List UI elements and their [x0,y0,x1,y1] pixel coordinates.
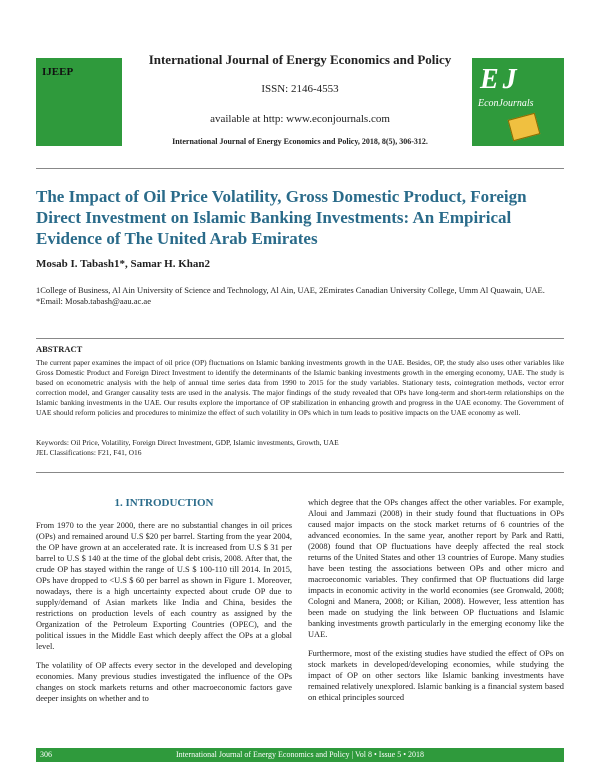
availability-link[interactable]: available at http: www.econjournals.com [210,113,390,125]
journal-logo-text: IJEEP [42,66,74,78]
issn: ISSN: 2146-4553 [261,83,339,95]
keywords-block [36,438,564,458]
footer-text: International Journal of Energy Economics and Policy | Vol 8 • Issue 5 • 2018 [175,750,425,759]
affiliation: 1College of Business, Al Ain University of Science and Technology, Al Ain, UAE, 2Emirates Canadian University College, Umm Al Quawain, UAE. *Email: Mosab.tabash@aau.ac.ae [36,285,545,306]
header-divider [36,168,564,169]
journal-header [140,52,460,146]
abstract-divider-top [36,338,564,339]
abstract-divider-bottom [36,472,564,473]
paragraph: Furthermore, most of the existing studies have studied the effect of OPs on stock markets in developed/developing economies, while studying the impact of OP on other sectors like Islamic banking investments have remained relatively unexplored. Islamic banking is a financial system based on ethical principles sourced [308,649,564,702]
jel-classifications: JEL Classifications: F21, F41, O16 [36,448,142,457]
right-column [308,497,564,711]
journal-title: International Journal of Energy Economics and Policy [148,52,452,67]
authors: Mosab I. Tabash1*, Samar H. Khan2 [36,258,211,270]
ej-logo-text: EJ [480,64,521,95]
citation: International Journal of Energy Economics and Policy, 2018, 8(5), 306-312. [172,137,428,146]
journal-cover-logo [36,58,122,146]
paragraph: From 1970 to the year 2000, there are no substantial changes in oil prices (OPs) and remained around U.S $20 per barrel. Starting from the year 2004, the OP have grown at an accelerated rate. It is increased from U.S $ 31 per barrel to U.S $ 140 at the time of the global debt crisis, 2008. After that, the crude OP has stayed within the range of U.S $ 100-110 till 2014. In 2015, OPs have dropped to <U.S $ 60 per barrel as shown in Figure 1. Moreover, nowadays, there is a high uncertainty expected about crude OP due to supply/demand of Asian markets like India and China, besides the restrictions on production levels of each country as assigned by the Organization of the Petroleum Exporting Countries (OPEC), and the political issues in the Middle East which deeply affect the OPs at a global level. [36,521,292,651]
page-footer [36,748,564,762]
article-title: The Impact of Oil Price Volatility, Gross Domestic Product, Foreign Direct Investment on Islamic Banking Investments: An Empirical Evidence of The United Arab Emirates [36,187,527,248]
paragraph: The volatility of OP affects every sector in the developed and developing economies. Many previous studies investigated the influence of the OPs changes on stock markets returns and other macroeconomic factors gave deeper insights on whether and to [36,661,292,703]
book-icon [508,113,541,141]
econjournals-logo [472,58,564,146]
econjournals-brand: EconJournals [478,98,534,109]
left-column [36,520,292,712]
paragraph: which degree that the OPs changes affect the other variables. For example, Aloui and Jammazi (2008) in their study found that fluctuations in OPs caused major impacts on the stock market returns of 6 countries of the advanced economies. In the same year, another report by Park and Ratti, (2008) found that OP fluctuations have deeply affected the real stock returns of the United States and other 13 countries of Europe. Many studies have been testing the associations between OPs and other micro and macroeconomic variables. They confirmed that OP fluctuations did large impacts in economic activity in the world economies (see Gronwald, 2008; Cologni and Manera, 2008; or Kilian, 2008). However, less attention has been made on studying the link between OP fluctuations and Islamic banking investments growth particularly in the emerging economy like the UAE. [308,498,564,639]
section-heading: 1. INTRODUCTION [114,497,214,509]
abstract-text: The current paper examines the impact of oil price (OP) fluctuations on Islamic banking investments growth in the UAE. Besides, OP, the study also uses other variables like Gross Domestic Product and Foreign Direct Investment to identify the determinants of the Islamic banking investments growth in the emerging economy, UAE. The study is based on econometric analysis with the help of annual time series data from 1990 to 2015 for the study variables. Stationary tests, cointegration methods, vector error correction model, and Granger causality tests are used in the analysis. The major findings of the study revealed that OPs have long-term and short-term relationships on the Islamic banking investments in the UAE. Our results explore the importance of OP stabilization in enhancing growth and progress in the UAE economy. The Government of UAE should reform policies and procedures to minimize the effect of such volatility in OPs which in turn leads to positive impacts on the UAE economy as well. [36,358,564,417]
page-number: 306 [40,750,52,759]
abstract-heading: ABSTRACT [36,344,83,354]
keywords: Keywords: Oil Price, Volatility, Foreign Direct Investment, GDP, Islamic investments, Growth, UAE [36,438,339,447]
